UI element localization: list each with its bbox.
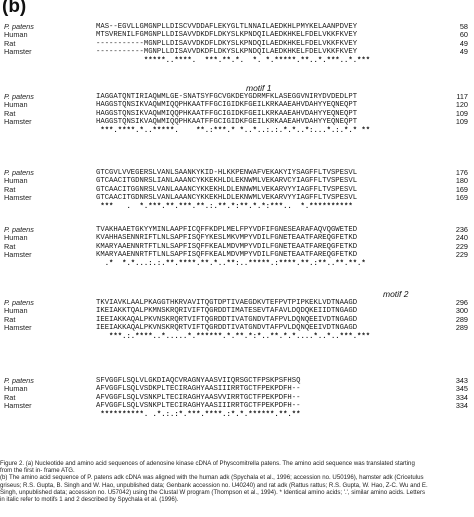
sequence-row bbox=[0, 194, 474, 202]
consensus-row bbox=[0, 203, 474, 213]
amino-acid-sequence: AFVGGFLSQLVSNKPLTECIRAGHYAASVVIRRTGCTFPEKPDFH-- bbox=[96, 393, 301, 402]
residue-number: 229 bbox=[455, 250, 468, 260]
alignment-block bbox=[0, 160, 474, 213]
amino-acid-sequence: IAGGATQNTIRIAQWMLGE-SNATSYFGCVGKDEYGDRMFKLASEGGVNIRYDVDEDLPT bbox=[96, 93, 358, 101]
residue-number: 109 bbox=[455, 108, 468, 118]
alignment-block bbox=[0, 14, 474, 67]
residue-number: 289 bbox=[455, 323, 468, 333]
sequence-row bbox=[0, 243, 474, 251]
species-name: P. patens bbox=[4, 168, 34, 177]
amino-acid-sequence: SFVGGFLSQLVLGKDIAQCVRAGNYAASVIIQRSGCTFPSKPSFHSQ bbox=[96, 377, 301, 385]
caption-line: griseus; R.S. Gupta, B. Singh and W. Hao, unpublished data; Genbank accession no. U40240) and rat adk (Rattus rattus; R.S. Gupta, W. Hao, Z-C. Wu and E. bbox=[0, 481, 428, 489]
species-name: Hamster bbox=[4, 401, 32, 411]
species-name: Human bbox=[4, 100, 28, 110]
caption-line: from the first in- frame ATG. bbox=[0, 467, 75, 475]
amino-acid-sequence: IEEIAKKAQALPKVNSKRQRTVIFTQGRDDTIVATGNDVTAFPVLDQNQEEIVDTNGAGD bbox=[96, 315, 358, 324]
species-name: Human bbox=[4, 306, 28, 316]
species-name: Human bbox=[4, 384, 28, 394]
sequence-row bbox=[0, 377, 474, 385]
sequence-row bbox=[0, 316, 474, 324]
residue-number: 180 bbox=[455, 176, 468, 186]
residue-number: 334 bbox=[455, 392, 468, 402]
sequence-row bbox=[0, 31, 474, 39]
consensus-row bbox=[0, 333, 474, 343]
species-name: Human bbox=[4, 176, 28, 186]
amino-acid-sequence: HAGGSTQNSIKVAQWMIQQPHKAATFFGCIGIDKFGEILKRKAAEAHVDAHYYEQNEQPT bbox=[96, 109, 358, 118]
amino-acid-sequence: KMARYAAENNRTFTLNLSAPFISQFFKEALMDVMPYVDILFGNETEAATFAREQGFETKD bbox=[96, 242, 358, 251]
sequence-row bbox=[0, 385, 474, 393]
residue-number: 117 bbox=[456, 92, 468, 101]
sequence-row bbox=[0, 23, 474, 31]
residue-number: 169 bbox=[455, 193, 468, 203]
consensus-row bbox=[0, 57, 474, 67]
motif-label: motif 2 bbox=[383, 289, 409, 299]
species-name: Human bbox=[4, 30, 28, 40]
sequence-row bbox=[0, 40, 474, 48]
amino-acid-sequence: TKVIAVKLAALPKAGGTHKRVAVITQGTDPTIVAEGDKVTEFPVTPIPKEKLVDTNAAGD bbox=[96, 299, 358, 307]
residue-number: 229 bbox=[455, 241, 468, 251]
species-name: P. patens bbox=[4, 298, 34, 307]
alignment-block bbox=[0, 290, 474, 343]
species-name: Rat bbox=[4, 184, 16, 194]
amino-acid-sequence: HAGGSTQNSIKVAQWMIQQPHKAATFFGCIGIDKFGEILKRKAAEAHVDAHYYEQNEQPT bbox=[96, 101, 358, 110]
consensus-symbols: ***.:.****..*.....*.******.*.**.*:*..**.*.*....*..*..***.*** bbox=[96, 332, 371, 341]
sequence-row bbox=[0, 48, 474, 56]
consensus-symbols: .* *.*...:.:.**.****.**.*..**:..*****.:****.**.:**..**.**.* bbox=[96, 259, 366, 268]
species-name: Rat bbox=[4, 241, 16, 251]
sequence-row bbox=[0, 110, 474, 118]
amino-acid-sequence: -----------MGNPLLDISAVVDKDFLDKYSLKPNDQILAEDKHKELFDELVKKFKVEY bbox=[96, 39, 358, 48]
consensus-symbols: *****..****. ***.**.*. *. *.*****.**..*.***..*.*** bbox=[96, 56, 371, 65]
sequence-row bbox=[0, 93, 474, 101]
consensus-symbols: ***.****.*..*****. **.:***.* *..*..:.:.*.*..*:...*.:.*.* ** bbox=[96, 126, 371, 135]
residue-number: 60 bbox=[459, 30, 468, 40]
amino-acid-sequence: AFVGGFLSQLVSDKPLTECIRAGHYAASIIIRRTGCTFPEKPDFH-- bbox=[96, 385, 301, 394]
amino-acid-sequence: MAS--EGVLLGMGNPLLDISCVVDDAFLEKYGLTLNNAILAEDKHLPMYKELAANPDVEY bbox=[96, 23, 358, 31]
alignment-block bbox=[0, 84, 474, 137]
species-name: P. patens bbox=[4, 22, 34, 31]
motif-label: motif 1 bbox=[246, 83, 272, 93]
amino-acid-sequence: GTCAACITGGNRSLVANLAAANCYKKEKHLDLENNWMLVEKARVYYIAGFFLTVSPESVL bbox=[96, 185, 358, 194]
sequence-row bbox=[0, 226, 474, 234]
sequence-row bbox=[0, 307, 474, 315]
amino-acid-sequence: KMARYAAENNRTFTLNLSAPFISQFFKEALMDVMPYVDILFGNETEAATFAREQGFETKD bbox=[96, 251, 358, 260]
sequence-row bbox=[0, 394, 474, 402]
sequence-row bbox=[0, 251, 474, 259]
sequence-row bbox=[0, 169, 474, 177]
amino-acid-sequence: IEEIAKKAQALPKVNSKRQRTVIFTQGRDDTIVATGNDVTAFPVLDQNQEEIVDTNGAGD bbox=[96, 324, 358, 333]
alignment-block bbox=[0, 217, 474, 270]
species-name: Hamster bbox=[4, 323, 32, 333]
figure-caption bbox=[0, 460, 474, 503]
consensus-row bbox=[0, 260, 474, 270]
residue-number: 296 bbox=[455, 298, 468, 307]
amino-acid-sequence: -----------MGNPLLDISAVVDKDFLDKYSLKPNDQILAEDKHKELFDELVKKFKVEY bbox=[96, 48, 358, 57]
species-name: Rat bbox=[4, 392, 16, 402]
species-name: Human bbox=[4, 233, 28, 243]
species-name: Rat bbox=[4, 38, 16, 48]
species-name: P. patens bbox=[4, 225, 34, 234]
residue-number: 58 bbox=[459, 22, 468, 31]
species-name: P. patens bbox=[4, 376, 34, 385]
residue-number: 169 bbox=[455, 184, 468, 194]
amino-acid-sequence: GTCAACITGDNRSLIANLAAANCYKKEKHLDLEKNWMLVEKARVCYIAGFFLTVSPESVL bbox=[96, 177, 358, 186]
caption-line: in italic refer to motifs 1 and 2 described by Spychala et al. (1996). bbox=[0, 496, 179, 504]
residue-number: 49 bbox=[459, 47, 468, 57]
species-name: Rat bbox=[4, 314, 16, 324]
sequence-row bbox=[0, 299, 474, 307]
sequence-row bbox=[0, 402, 474, 410]
amino-acid-sequence: TVAKHAAETGKYYMINLAAPFICQFFKDPLMELFPYVDFIFGNESEARAFAQVQGWETED bbox=[96, 226, 358, 234]
amino-acid-sequence: IKEIAKKTQALPKMNSKRQRIVIFTQGRDDTIMATESEVTAFAVLDQDQKEIIDTNGAGD bbox=[96, 307, 358, 316]
amino-acid-sequence: GTCGVLVVEGERSLVANLSAANKYKID-HLKKPENWAFVEKAKYIYSAGFFLTVSPESVL bbox=[96, 169, 358, 177]
amino-acid-sequence: HAGGSTQNSIKVAQWMIQQPHKAATFFGCIGIDKFGEILKRKAAEAHVDAHYYEQNEQPT bbox=[96, 118, 358, 127]
sequence-row bbox=[0, 118, 474, 126]
amino-acid-sequence: MTSVRENILFGMGNPLLDISAVVDKDFLDKYSLKPNDQILAEDKHKELFDELVKKFKVEY bbox=[96, 31, 358, 40]
caption-line: Singh, unpublished data; accession no. U57042) using the Clustal W program (Thompson et al., 1994). * Identical amino acids; '.', similar amino acids. Letters bbox=[0, 488, 426, 496]
caption-line: Figure 2. (a) Nucleotide and amino acid sequences of adenosine kinase cDNA of Physcomitrella patens. The amino acid sequence was translated starting bbox=[0, 460, 415, 467]
species-name: Hamster bbox=[4, 117, 32, 127]
caption-line: (b) The amino acid sequence of P. patens adk cDNA was aligned with the human adk (Spychala et al., 1996; accession no. U50196), hamster adk (Cricetulus bbox=[0, 474, 424, 482]
residue-number: 300 bbox=[455, 306, 468, 316]
amino-acid-sequence: GTCAACITGDNRSLVANLAAANCYKKEKHLDLEKNWMLVEKARVYYIAGFFLTVSPESVL bbox=[96, 194, 358, 203]
residue-number: 334 bbox=[455, 401, 468, 411]
residue-number: 49 bbox=[459, 38, 468, 48]
species-name: Hamster bbox=[4, 193, 32, 203]
sequence-row bbox=[0, 101, 474, 109]
sequence-row bbox=[0, 324, 474, 332]
residue-number: 176 bbox=[455, 168, 468, 177]
residue-number: 345 bbox=[455, 384, 468, 394]
sequence-row bbox=[0, 234, 474, 242]
residue-number: 289 bbox=[455, 314, 468, 324]
residue-number: 120 bbox=[455, 100, 468, 110]
amino-acid-sequence: KVAHHASENNRIFTLNLSAPFISQFYKESLMKVMPYVDILFGNETEAATFAREQGFETKD bbox=[96, 234, 358, 243]
species-name: Rat bbox=[4, 108, 16, 118]
residue-number: 236 bbox=[455, 225, 468, 234]
consensus-symbols: *** . *.***.**.***.**.:.**.*:**.*.*:***.. *.********** bbox=[96, 202, 353, 211]
residue-number: 240 bbox=[455, 233, 468, 243]
species-name: P. patens bbox=[4, 92, 34, 101]
sequence-row bbox=[0, 186, 474, 194]
consensus-symbols: **********. .*.:.:*.***.****.:*.*.******.**.** bbox=[96, 410, 301, 419]
residue-number: 109 bbox=[455, 117, 468, 127]
residue-number: 343 bbox=[455, 376, 468, 385]
consensus-row bbox=[0, 127, 474, 137]
species-name: Hamster bbox=[4, 250, 32, 260]
species-name: Hamster bbox=[4, 47, 32, 57]
consensus-row bbox=[0, 411, 474, 421]
panel-label: (b) bbox=[2, 0, 27, 17]
amino-acid-sequence: AFVGGFLSQLVSNKPLTECIRAGHYAASIIIRRTGCTFPEKPDFH-- bbox=[96, 402, 301, 411]
sequence-row bbox=[0, 177, 474, 185]
alignment-block bbox=[0, 368, 474, 421]
